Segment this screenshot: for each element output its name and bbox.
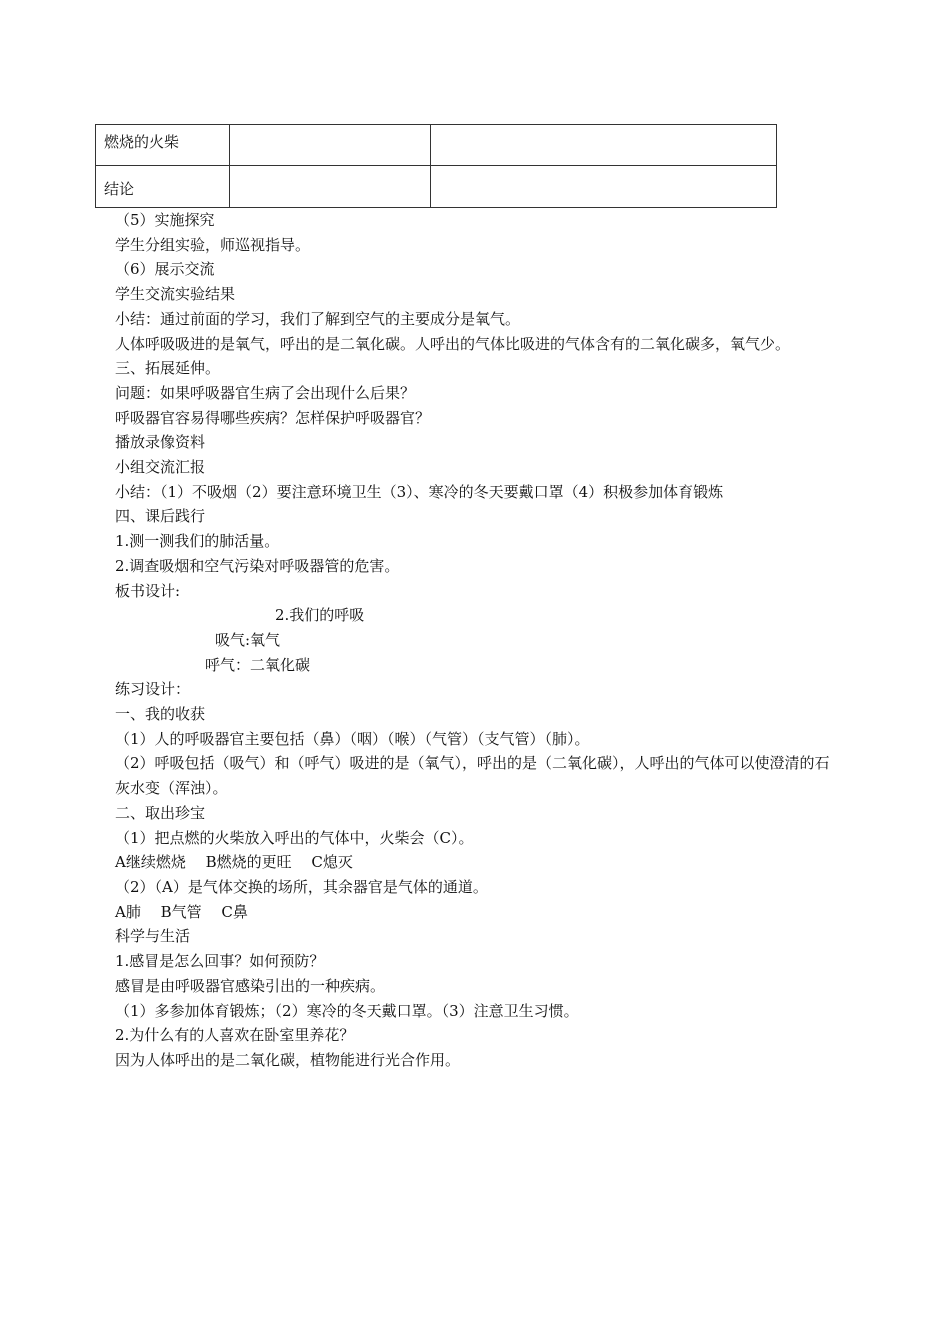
exercise-item: （1）人的呼吸器官主要包括（鼻）（咽）（喉）（气管）（支气管）（肺）。 [115,729,590,748]
paragraph: 小组交流汇报 [115,458,206,477]
board-item: 呼气：二氧化碳 [205,655,311,674]
table-cell [230,166,431,208]
summary: 小结：（1）不吸烟（2）要注意环境卫生（3）、寒冷的冬天要戴口罩（4）积极参加体育锻炼 [115,482,724,501]
section-heading: 练习设计： [115,680,191,699]
board-item: 吸气:氧气 [215,630,281,649]
list-item: 1.测一测我们的肺活量。 [115,532,280,551]
table-cell [431,166,777,208]
board-title: 2.我们的呼吸 [275,606,365,625]
step-heading: （6）展示交流 [115,260,215,279]
question: 2.为什么有的人喜欢在卧室里养花？ [115,1026,355,1045]
exercise-item: （2）呼吸包括（吸气）和（呼气）吸进的是（氧气），呼出的是（二氧化碳），人呼出的气体可以使澄清的石灰水变（浑浊）。 [115,754,830,798]
choice-options: A继续燃烧 B燃烧的更旺 C熄灭 [115,853,353,872]
section-heading: 一、我的收获 [115,705,206,724]
paragraph: 播放录像资料 [115,433,206,452]
document-body [115,208,840,1073]
answer: 感冒是由呼吸器官感染引出的一种疾病。 [115,976,386,995]
exercise-item: （2）（A）是气体交换的场所，其余器官是气体的通道。 [115,877,488,896]
step-heading: （5）实施探究 [115,211,215,229]
section-heading: 三、拓展延伸。 [115,359,221,378]
list-item: 2.调查吸烟和空气污染对呼吸器管的危害。 [115,556,400,575]
results-table [95,124,777,208]
question: 呼吸器官容易得哪些疾病？怎样保护呼吸器官？ [115,408,431,427]
paragraph: 学生分组实验，师巡视指导。 [115,235,311,254]
paragraph: 人体呼吸吸进的是氧气，呼出的是二氧化碳。人呼出的气体比吸进的气体含有的二氧化碳多，氧气少。 [115,334,791,353]
choice-options: A肺 B气管 C鼻 [115,902,248,921]
question: 1.感冒是怎么回事？如何预防？ [115,952,325,971]
table-cell [431,125,777,166]
answer: 因为人体呼出的是二氧化碳，植物能进行光合作用。 [115,1050,461,1069]
table-cell: 结论 [96,166,230,208]
question: 问题：如果呼吸器官生病了会出现什么后果？ [115,383,416,402]
section-heading: 科学与生活 [115,927,191,946]
table-row [96,125,777,166]
section-heading: 四、课后践行 [115,507,206,526]
summary: 小结：通过前面的学习，我们了解到空气的主要成分是氧气。 [115,309,521,328]
table-row [96,166,777,208]
table-cell: 燃烧的火柴 [96,125,230,166]
answer: （1）多参加体育锻炼；（2）寒冷的冬天戴口罩。（3）注意卫生习惯。 [115,1001,579,1020]
table-cell [230,125,431,166]
section-heading: 二、取出珍宝 [115,803,206,822]
exercise-item: （1）把点燃的火柴放入呼出的气体中，火柴会（C）。 [115,828,474,847]
section-heading: 板书设计: [115,581,181,600]
paragraph: 学生交流实验结果 [115,285,236,304]
